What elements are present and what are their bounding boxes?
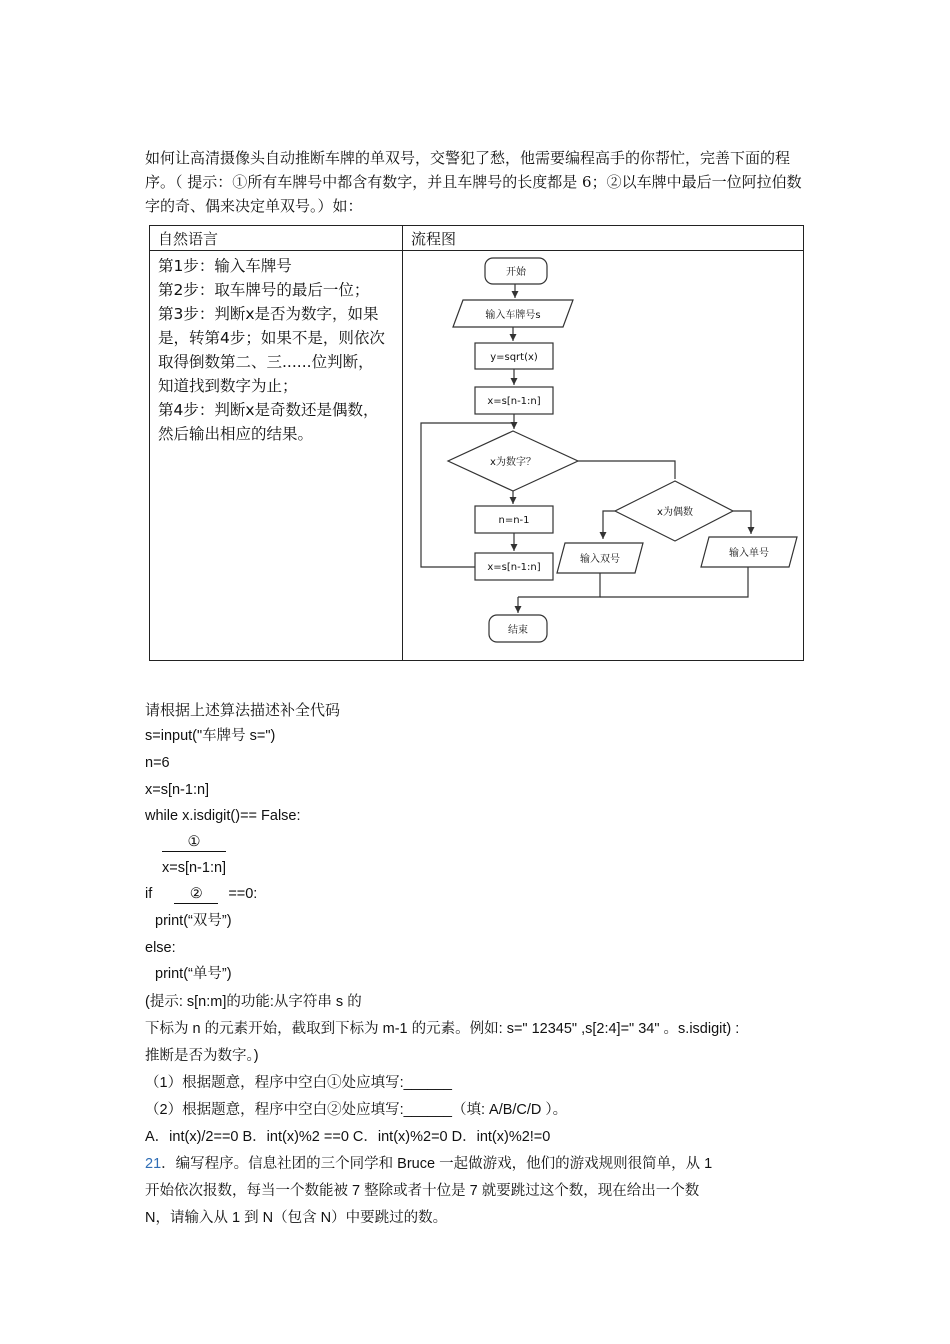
flow-out-odd-label: 输入单号 xyxy=(729,548,769,559)
flow-start-label: 开始 xyxy=(506,267,526,278)
next-question-line xyxy=(145,1154,712,1174)
blank-1: ① xyxy=(162,834,226,852)
flowchart-cell xyxy=(403,251,804,661)
next-question-line: 开始依次报数，每当一个数能被 7 整除或者十位是 7 就要跳过这个数，现在给出一个数 xyxy=(145,1183,700,1199)
answer-options: A．int(x)/2==0 B．int(x)%2 ==0 C．int(x)%2=0 D．int(x)%2!=0 xyxy=(145,1129,551,1145)
flowchart xyxy=(403,251,803,656)
flow-out-even-label: 输入双号 xyxy=(580,554,620,565)
code-line: s=input("车牌号 s=") xyxy=(145,728,276,744)
question-1: （1）根据题意，程序中空白①处应填写:______ xyxy=(145,1075,452,1091)
flow-input-label: 输入车牌号s xyxy=(485,310,541,321)
next-question-line: N，请输入从 1 到 N（包含 N）中要跳过的数。 xyxy=(145,1210,448,1226)
question-2: （2）根据题意，程序中空白②处应填写:______（填: A/B/C/D ）。 xyxy=(145,1102,568,1118)
hint-line: (提示: s[n:m]的功能:从字符串 s 的 xyxy=(145,994,362,1010)
flow-x1-label: x=s[n-1:n] xyxy=(487,396,541,407)
next-question-text: ．编写程序。信息社团的三个同学和 Bruce 一起做游戏，他们的游戏规则很简单，从 1 xyxy=(161,1156,713,1172)
problem-intro: 如何让高清摄像头自动推断车牌的单双号，交警犯了愁，他需要编程高手的你帮忙，完善下面的程序。（ 提示：①所有车牌号中都含有数字，并且车牌号的长度都是 6；②以车牌中最后一位阿拉伯数字的奇、偶来决定单双号。）如： xyxy=(145,149,802,215)
question-number: 21 xyxy=(145,1156,162,1172)
flow-cond-label: x为数字？ xyxy=(490,457,536,468)
step-line: 知道找到数字为止； xyxy=(158,377,298,395)
code-if-line xyxy=(145,884,257,904)
step-line: 取得倒数第二、三......位判断， xyxy=(158,353,374,371)
header-flowchart: 流程图 xyxy=(403,226,804,251)
code-line: else: xyxy=(145,940,176,956)
if-keyword: if xyxy=(145,886,153,902)
code-line: x=s[n-1:n] xyxy=(162,860,227,876)
hint-line: 推断是否为数字。) xyxy=(145,1048,259,1064)
step-line: 然后输出相应的结果。 xyxy=(158,425,314,443)
flow-y-label: y=sqrt(x) xyxy=(490,352,538,363)
code-line: while x.isdigit()== False: xyxy=(145,808,301,824)
code-line: n=6 xyxy=(145,755,170,771)
flow-even-label: x为偶数 xyxy=(657,507,693,518)
step-line: 第1步：输入车牌号 xyxy=(158,257,292,275)
code-prompt: 请根据上述算法描述补全代码 xyxy=(145,701,341,719)
step-line: 是，转第4步；如果不是，则依次 xyxy=(158,329,385,347)
algorithm-table xyxy=(149,225,804,661)
step-line: 第4步：判断x是奇数还是偶数， xyxy=(158,401,379,419)
flow-x2-label: x=s[n-1:n] xyxy=(487,562,541,573)
natural-language-steps xyxy=(150,251,403,661)
flow-end-label: 结束 xyxy=(508,625,528,636)
flow-dec-label: n=n-1 xyxy=(498,515,530,526)
blank-2: ② xyxy=(174,886,218,904)
header-natural-language: 自然语言 xyxy=(150,226,403,251)
code-line: x=s[n-1:n] xyxy=(145,782,210,798)
hint-line: 下标为 n 的元素开始，截取到下标为 m-1 的元素。例如: s=" 12345" ,s[2:4]=" 34" 。s.isdigit) : xyxy=(145,1021,740,1037)
if-tail: ==0: xyxy=(228,886,258,902)
step-line: 第2步：取车牌号的最后一位； xyxy=(158,281,370,299)
step-line: 第3步：判断x是否为数字，如果 xyxy=(158,305,379,323)
code-blank-line xyxy=(162,832,226,852)
code-line: print(“双号”) xyxy=(155,913,232,929)
code-line: print(“单号”) xyxy=(155,966,232,982)
